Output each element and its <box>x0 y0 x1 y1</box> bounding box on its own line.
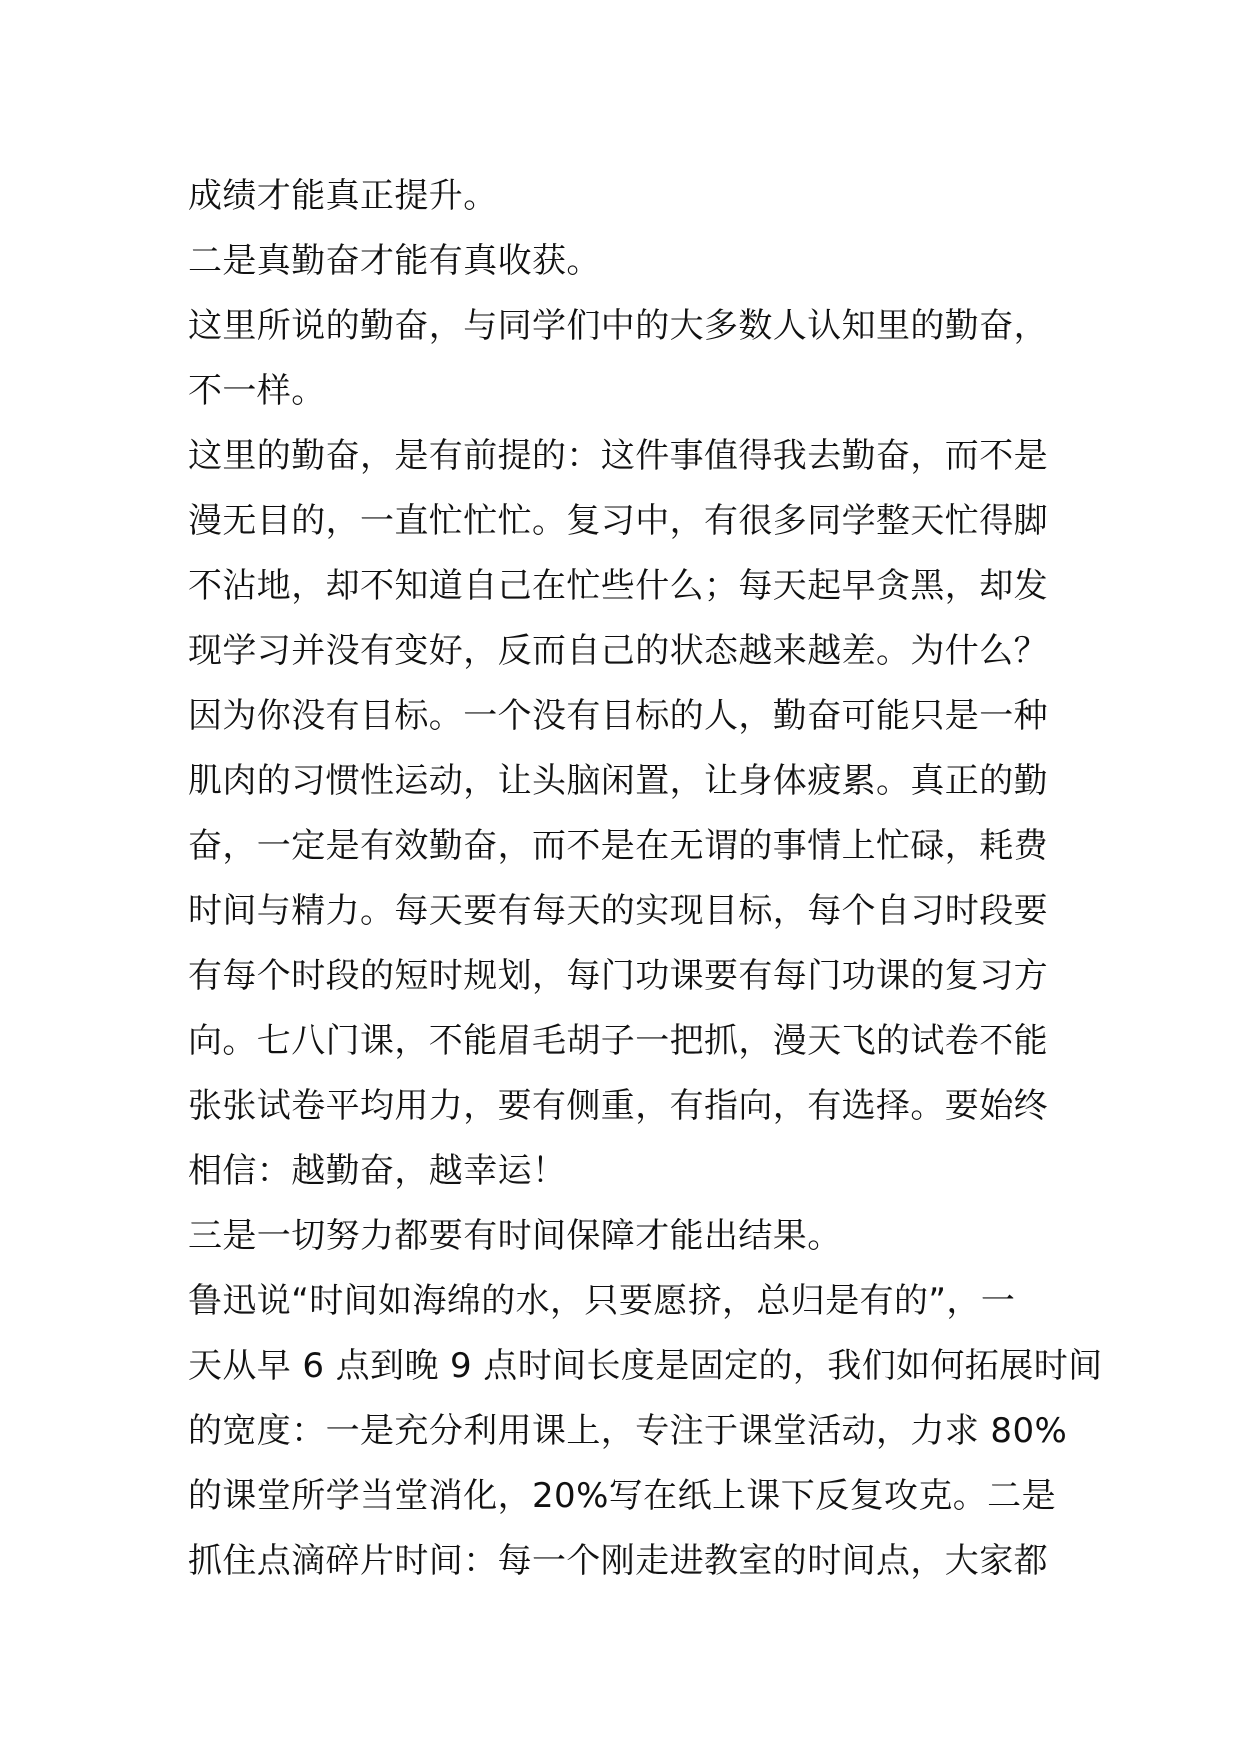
text-line: 抓住点滴碎片时间：每一个刚走进教室的时间点，大家都 <box>188 1541 1048 1581</box>
text-line: 时间与精力。每天要有每天的实现目标，每个自习时段要 <box>188 891 1048 931</box>
text-line: 成绩才能真正提升。 <box>188 176 498 216</box>
text-line: 这里的勤奋，是有前提的：这件事值得我去勤奋，而不是 <box>188 436 1048 476</box>
text-line: 张张试卷平均用力，要有侧重，有指向，有选择。要始终 <box>188 1086 1048 1126</box>
section-heading: 二是真勤奋才能有真收获。 <box>188 241 601 281</box>
text-line: 因为你没有目标。一个没有目标的人，勤奋可能只是一种 <box>188 696 1048 736</box>
text-line: 天从早 6 点到晚 9 点时间长度是固定的，我们如何拓展时间 <box>188 1346 1103 1386</box>
text-line: 这里所说的勤奋，与同学们中的大多数人认知里的勤奋， <box>188 306 1048 346</box>
text-line: 不一样。 <box>188 371 326 411</box>
text-line: 肌肉的习惯性运动，让头脑闲置，让身体疲累。真正的勤 <box>188 761 1048 801</box>
text-line: 的课堂所学当堂消化，20%写在纸上课下反复攻克。二是 <box>188 1476 1056 1516</box>
text-line: 现学习并没有变好，反而自己的状态越来越差。为什么？ <box>188 631 1048 671</box>
text-line: 不沾地，却不知道自己在忙些什么；每天起早贪黑，却发 <box>188 566 1048 606</box>
text-line: 的宽度：一是充分利用课上，专注于课堂活动，力求 80% <box>188 1411 1068 1451</box>
text-line: 漫无目的，一直忙忙忙。复习中，有很多同学整天忙得脚 <box>188 501 1048 541</box>
text-line: 相信：越勤奋，越幸运！ <box>188 1151 567 1191</box>
text-line: 奋，一定是有效勤奋，而不是在无谓的事情上忙碌，耗费 <box>188 826 1048 866</box>
text-line: 有每个时段的短时规划，每门功课要有每门功课的复习方 <box>188 956 1048 996</box>
body-text <box>188 164 1103 1594</box>
text-line: 向。七八门课，不能眉毛胡子一把抓，漫天飞的试卷不能 <box>188 1021 1048 1061</box>
section-heading: 三是一切努力都要有时间保障才能出结果。 <box>188 1216 842 1256</box>
text-line: 鲁迅说“时间如海绵的水，只要愿挤，总归是有的”，一 <box>188 1281 1016 1321</box>
